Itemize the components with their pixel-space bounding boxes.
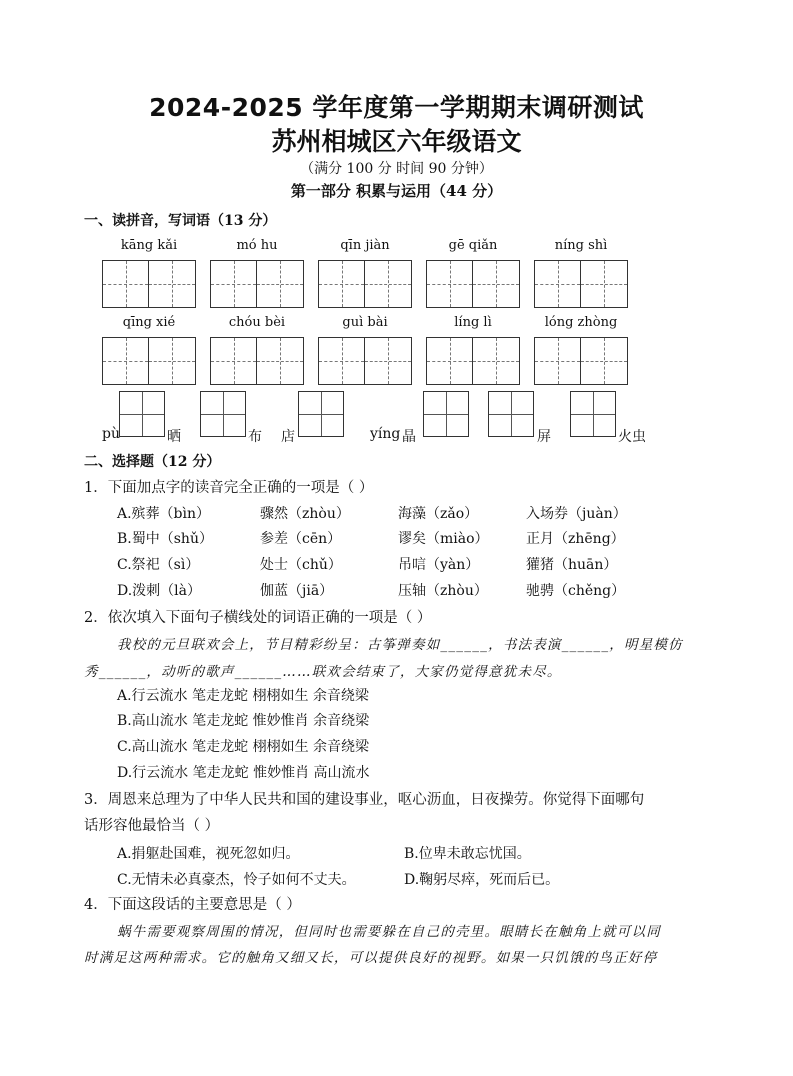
question-3-stem-cont: 话形容他最恰当（ ） xyxy=(84,818,220,834)
question-2-passage: 我校的元旦联欢会上，节目精彩纷呈：古筝弹奏如______，书法表演______，明星模仿 xyxy=(117,637,683,653)
character-label: 布 xyxy=(248,429,262,445)
option-text[interactable]: B.位卑未敢忘忧国。 xyxy=(404,846,531,862)
part-one-heading: 第一部分 积累与运用（44 分） xyxy=(290,182,503,200)
character-label: 晒 xyxy=(167,429,181,445)
pinyin-label: guì bài xyxy=(342,315,388,330)
question-2-passage: 秀______，动听的歌声______……联欢会结束了，大家仍觉得意犹未尽。 xyxy=(84,664,562,680)
pinyin-label: níng shì xyxy=(554,238,608,253)
pinyin-label: mó hu xyxy=(236,238,278,253)
exam-title: 2024-2025 学年度第一学期期末调研测试 xyxy=(149,93,644,122)
question-3-stem: 3．周恩来总理为了中华人民共和国的建设事业，呕心沥血，日夜操劳。你觉得下面哪句 xyxy=(84,792,645,808)
option-text[interactable]: D.泼刺（là） xyxy=(117,583,201,599)
character-label: 晶 xyxy=(402,429,416,445)
option-text[interactable]: D.行云流水 笔走龙蛇 惟妙惟肖 高山流水 xyxy=(117,765,370,781)
writing-box[interactable] xyxy=(298,391,344,437)
writing-box[interactable] xyxy=(200,391,246,437)
option-text: 入场券（juàn） xyxy=(526,506,627,522)
writing-grid[interactable] xyxy=(210,260,304,308)
character-label: 火虫 xyxy=(618,429,646,445)
writing-grid[interactable] xyxy=(318,337,412,385)
option-text: 谬矣（miào） xyxy=(398,531,489,547)
option-text: 处士（chǔ） xyxy=(260,557,342,573)
question-4-passage: 蜗牛需要观察周围的情况，但同时也需要躲在自己的壳里。眼睛长在触角上就可以同 xyxy=(117,924,661,940)
option-text[interactable]: A.殡葬（bìn） xyxy=(117,506,211,522)
writing-grid[interactable] xyxy=(426,337,520,385)
option-text: 吊唁（yàn） xyxy=(398,557,480,573)
writing-grid[interactable] xyxy=(318,260,412,308)
pinyin-label: qīng xié xyxy=(122,315,176,330)
option-text[interactable]: C.祭祀（sì） xyxy=(117,557,200,573)
pinyin-label: chóu bèi xyxy=(228,315,286,330)
option-text[interactable]: A.捐躯赴国难，视死忽如归。 xyxy=(117,846,300,862)
section-heading-pinyin: 一、读拼音，写词语（13 分） xyxy=(84,213,277,229)
option-text: 骤然（zhòu） xyxy=(260,506,350,522)
writing-grid[interactable] xyxy=(426,260,520,308)
writing-box[interactable] xyxy=(488,391,534,437)
writing-grid[interactable] xyxy=(210,337,304,385)
writing-grid[interactable] xyxy=(534,260,628,308)
writing-box[interactable] xyxy=(423,391,469,437)
character-label: 店 xyxy=(281,429,295,445)
question-4-passage: 时满足这两种需求。它的触角又细又长，可以提供良好的视野。如果一只饥饿的鸟正好停 xyxy=(84,950,658,966)
option-text[interactable]: C.高山流水 笔走龙蛇 栩栩如生 余音绕梁 xyxy=(117,739,370,755)
question-4-stem: 4．下面这段话的主要意思是（ ） xyxy=(84,897,301,913)
option-text: 伽蓝（jiā） xyxy=(260,583,334,599)
pinyin-label: lóng zhòng xyxy=(544,315,618,330)
writing-grid[interactable] xyxy=(102,337,196,385)
pinyin-label: kāng kǎi xyxy=(120,238,178,253)
writing-box[interactable] xyxy=(119,391,165,437)
option-text[interactable]: B.蜀中（shǔ） xyxy=(117,531,213,547)
writing-grid[interactable] xyxy=(102,260,196,308)
writing-box[interactable] xyxy=(570,391,616,437)
option-text[interactable]: B.高山流水 笔走龙蛇 惟妙惟肖 余音绕梁 xyxy=(117,713,370,729)
question-2-stem: 2．依次填入下面句子横线处的词语正确的一项是（ ） xyxy=(84,610,432,626)
option-text: 海藻（zǎo） xyxy=(398,506,479,522)
writing-grid[interactable] xyxy=(534,337,628,385)
exam-subtitle: 苏州相城区六年级语文 xyxy=(271,127,522,156)
option-text: 参差（cēn） xyxy=(260,531,342,547)
option-text[interactable]: A.行云流水 笔走龙蛇 栩栩如生 余音绕梁 xyxy=(117,688,369,704)
pinyin-label: gē qiǎn xyxy=(448,238,498,253)
pinyin-label: qīn jiàn xyxy=(340,238,390,253)
option-text: 压轴（zhòu） xyxy=(398,583,488,599)
pinyin-label: pù xyxy=(102,426,120,442)
question-1-stem: 1．下面加点字的读音完全正确的一项是（ ） xyxy=(84,480,374,496)
score-time-note: （满分 100 分 时间 90 分钟） xyxy=(300,161,493,177)
pinyin-label: líng lì xyxy=(454,315,492,330)
option-text: 獾猪（huān） xyxy=(526,557,618,573)
option-text: 正月（zhēng） xyxy=(526,531,625,547)
option-text[interactable]: C.无情未必真豪杰，怜子如何不丈夫。 xyxy=(117,872,356,888)
pinyin-label: yíng xyxy=(370,426,401,442)
option-text[interactable]: D.鞠躬尽瘁，死而后已。 xyxy=(404,872,560,888)
character-label: 屏 xyxy=(537,429,551,445)
option-text: 驰骋（chěng） xyxy=(526,583,626,599)
section-heading-choice: 二、选择题（12 分） xyxy=(84,454,221,470)
